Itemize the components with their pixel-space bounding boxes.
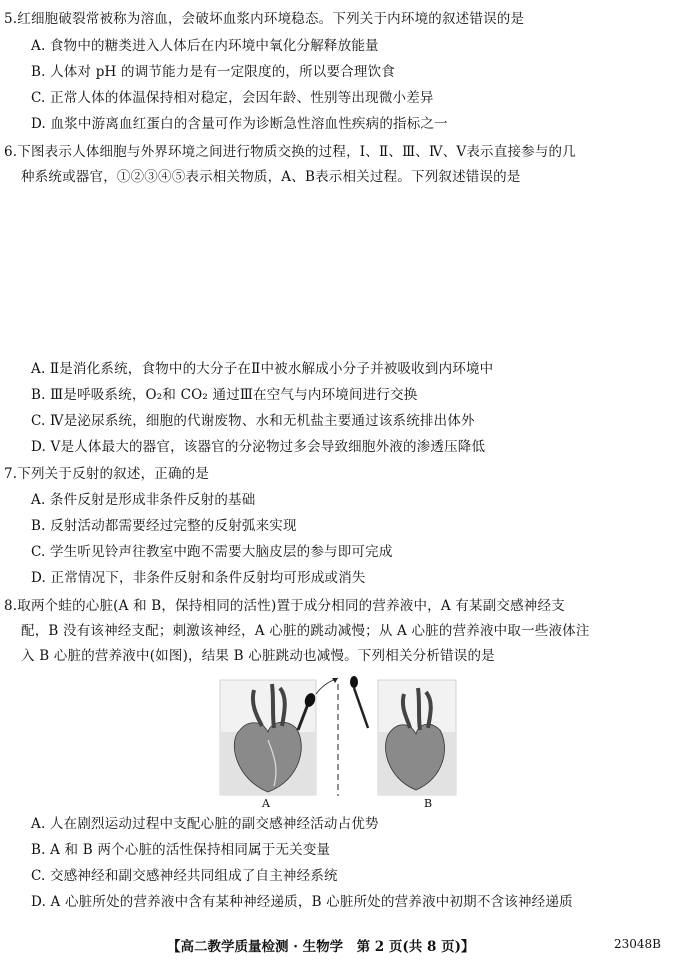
q7-option-d: D. 正常情况下，非条件反射和条件反射均可形成或消失 [31,570,366,586]
q8-option-d: D. A 心脏所处的营养液中含有某种神经递质，B 心脏所处的营养液中初期不含该神经递质 [31,894,573,910]
q8-option-b: B. A 和 B 两个心脏的活性保持相同属于无关变量 [31,842,331,858]
q8-stem-line1: 8.取两个蛙的心脏(A 和 B，保持相同的活性)置于成分相同的营养液中，A 有某副交感神经支 [4,598,565,614]
page-footer: 【高二教学质量检测 · 生物学 第 2 页(共 8 页)】 [167,939,475,955]
q8-stem-line3: 入 B 心脏的营养液中(如图)，结果 B 心脏跳动也减慢。下列相关分析错误的是 [21,648,495,664]
q8-option-c: C. 交感神经和副交感神经共同组成了自主神经系统 [31,868,338,884]
dropper-b-icon [350,676,368,728]
q7-option-c: C. 学生听见铃声往教室中跑不需要大脑皮层的参与即可完成 [31,544,393,560]
q6-option-a: A. Ⅱ是消化系统，食物中的大分子在Ⅱ中被水解成小分子并被吸收到内环境中 [31,361,494,377]
q6-option-d: D. Ⅴ是人体最大的器官，该器官的分泌物过多会导致细胞外液的渗透压降低 [31,439,486,455]
q6-stem-line2: 种系统或器官，①②③④⑤表示相关物质，A、B表示相关过程。下列叙述错误的是 [21,169,521,185]
q5-option-b: B. 人体对 pH 的调节能力是有一定限度的，所以要合理饮食 [31,64,395,80]
q8-heart-figure [218,670,458,810]
heart-illustration [218,670,458,810]
q6-stem-line1: 6.下图表示人体细胞与外界环境之间进行物质交换的过程，Ⅰ、Ⅱ、Ⅲ、Ⅳ、Ⅴ表示直接参与的几 [4,144,576,160]
q8-option-a: A. 人在剧烈运动过程中支配心脏的副交感神经活动占优势 [31,816,379,832]
q7-option-b: B. 反射活动都需要经过完整的反射弧来实现 [31,518,297,534]
q5-option-a: A. 食物中的糖类进入人体后在内环境中氧化分解释放能量 [31,38,379,54]
q5-option-d: D. 血浆中游离血红蛋白的含量可作为诊断急性溶血性疾病的指标之一 [31,116,448,132]
q7-option-a: A. 条件反射是形成非条件反射的基础 [31,492,256,508]
q6-option-b: B. Ⅲ是呼吸系统，O₂和 CO₂ 通过Ⅲ在空气与内环境间进行交换 [31,387,418,403]
figure-label-a: A [262,797,270,810]
exam-code: 23048B [614,937,661,951]
q8-stem-line2: 配，B 没有该神经支配；刺激该神经，A 心脏的跳动减慢；从 A 心脏的营养液中取一些液体注 [21,623,590,639]
figure-label-b: B [424,797,433,810]
q7-stem: 7.下列关于反射的叙述，正确的是 [4,466,210,482]
q6-option-c: C. Ⅳ是泌尿系统，细胞的代谢废物、水和无机盐主要通过该系统排出体外 [31,413,475,429]
q5-option-c: C. 正常人体的体温保持相对稳定，会因年龄、性别等出现微小差异 [31,90,434,106]
q5-stem: 5.红细胞破裂常被称为溶血，会破坏血浆内环境稳态。下列关于内环境的叙述错误的是 [4,11,525,27]
q6-diagram-area [30,196,650,346]
